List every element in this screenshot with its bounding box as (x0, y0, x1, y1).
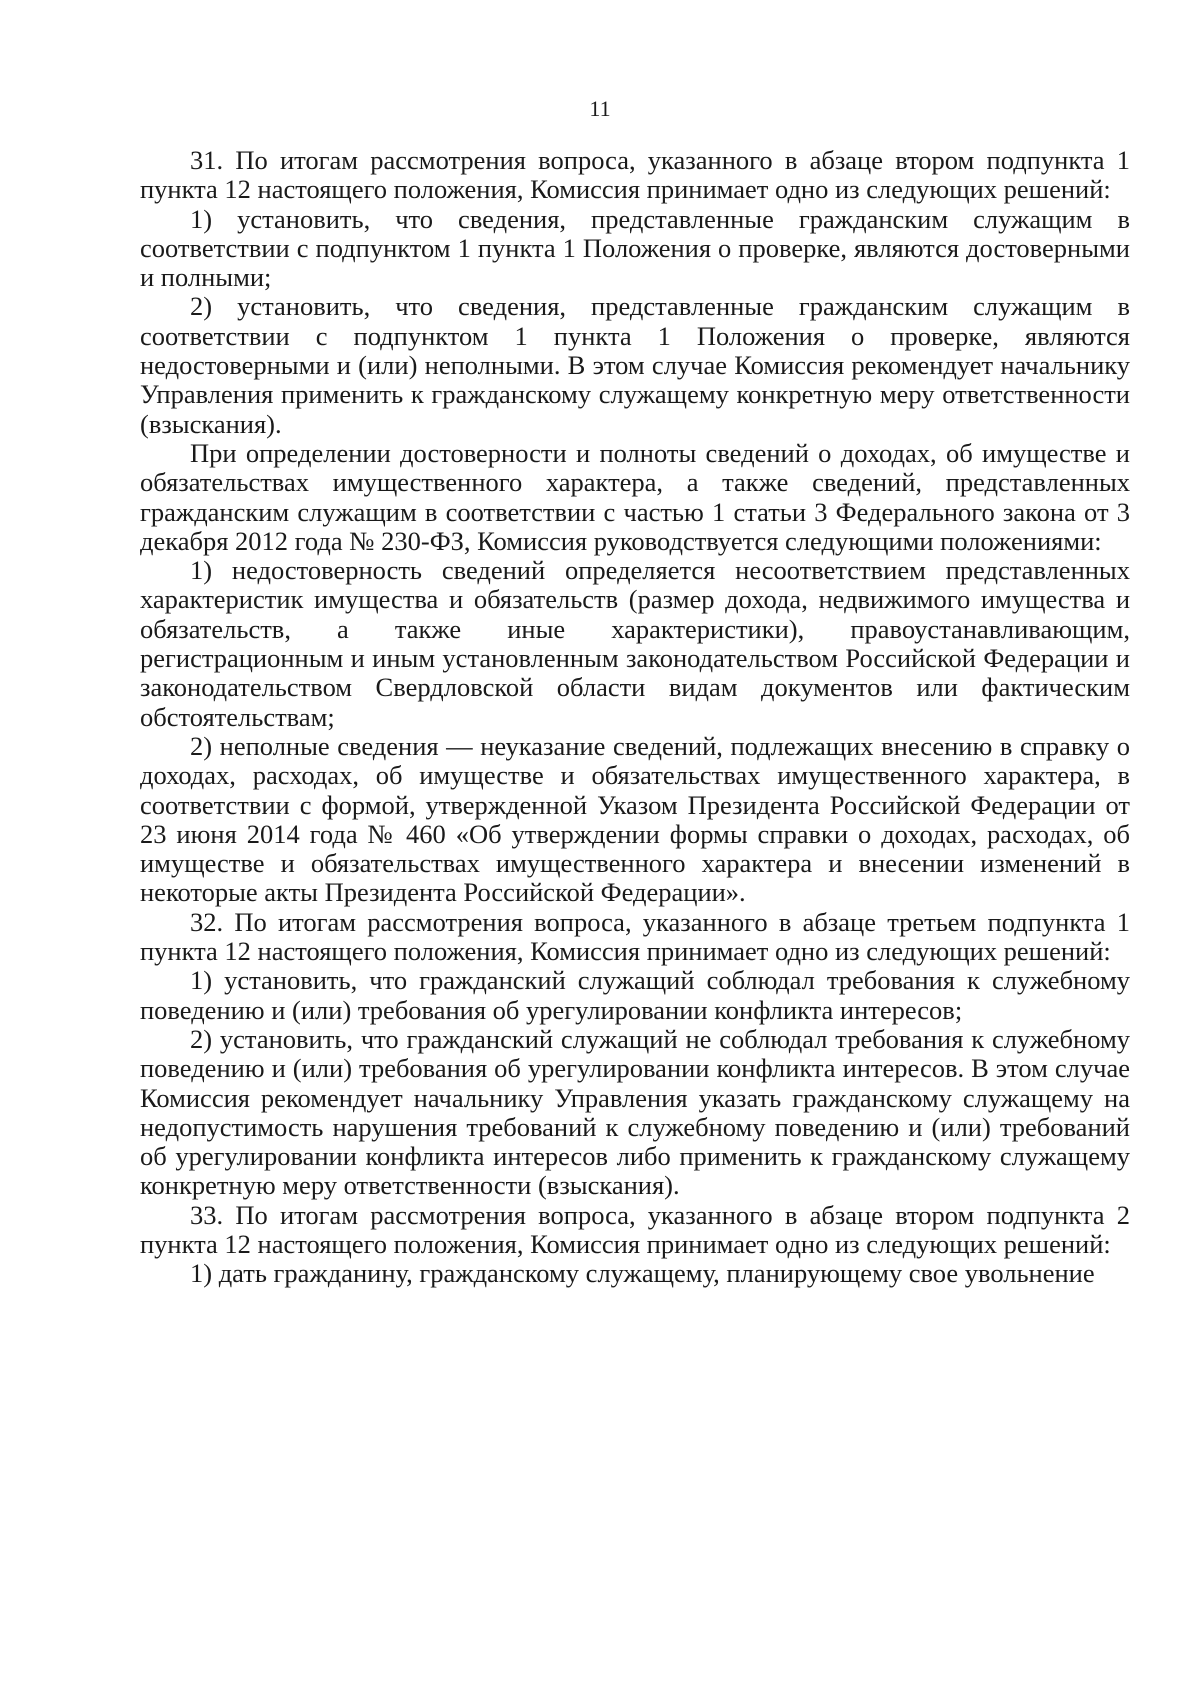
page-number: 11 (589, 96, 611, 121)
paragraph-31-item-2: 2) установить, что сведения, представленные гражданским служащим в соответствии с подпунктом 1 пункта 1 Положения о проверке, являются недостоверными и (или) неполными. В этом случае Комиссия рекомендует начальнику Управления применить к гражданскому служащему конкретную меру ответственности (взыскания). (140, 291, 1130, 439)
paragraph-32: 32. По итогам рассмотрения вопроса, указанного в абзаце третьем подпункта 1 пункта 12 настоящего положения, Комиссия принимает одно из следующих решений: (140, 906, 1130, 967)
paragraph-31-item-1: 1) установить, что сведения, представленные гражданским служащим в соответствии с подпунктом 1 пункта 1 Положения о проверке, являются достоверными и полными; (140, 203, 1130, 293)
document-body (140, 146, 1130, 1289)
paragraph-32-item-1: 1) установить, что гражданский служащий соблюдал требования к служебному поведению и (или) требования об урегулировании конфликта интересов; (140, 965, 1130, 1025)
paragraph-rule-incompleteness: 2) неполные сведения — неуказание сведений, подлежащих внесению в справку о доходах, расходах, об имуществе и обязательствах имущественного характера, в соответствии с формой, утвержденной Указом Президента Российской Федерации от 23 июня 2014 года № 460 «Об утверждении формы справки о доходах, расходах, об имуществе и обязательствах имущественного характера и внесении изменений в некоторые акты Президента Российской Федерации». (140, 730, 1130, 908)
paragraph-verification-rules: При определении достоверности и полноты сведений о доходах, об имуществе и обязательствах имущественного характера, а также сведений, представленных гражданским служащим в соответствии с частью 1 статьи 3 Федерального закона от 3 декабря 2012 года № 230-ФЗ, Комиссия руководствуется следующими положениями: (140, 437, 1130, 556)
paragraph-31: 31. По итогам рассмотрения вопроса, указанного в абзаце втором подпункта 1 пункта 12 настоящего положения, Комиссия принимает одно из следующих решений: (140, 145, 1130, 205)
paragraph-33-item-1: 1) дать гражданину, гражданскому служащему, планирующему свое увольнение (190, 1258, 1095, 1289)
paragraph-33: 33. По итогам рассмотрения вопроса, указанного в абзаце втором подпункта 2 пункта 12 настоящего положения, Комиссия принимает одно из следующих решений: (140, 1199, 1130, 1259)
paragraph-32-item-2: 2) установить, что гражданский служащий не соблюдал требования к служебному поведению и (или) требования об урегулировании конфликта интересов. В этом случае Комиссия рекомендует начальнику Управления указать гражданскому служащему на недопустимость нарушения требований к служебному поведению и (или) требований об урегулировании конфликта интересов либо применить к гражданскому служащему конкретную меру ответственности (взыскания). (140, 1023, 1130, 1201)
paragraph-rule-inaccuracy: 1) недостоверность сведений определяется несоответствием представленных характеристик имущества и обязательств (размер дохода, недвижимого имущества и обязательств, а также иные характеристики), правоустанавливающим, регистрационным и иным установленным законодательством Российской Федерации и законодательством Свердловской области видам документов или фактическим обстоятельствам; (140, 555, 1130, 732)
